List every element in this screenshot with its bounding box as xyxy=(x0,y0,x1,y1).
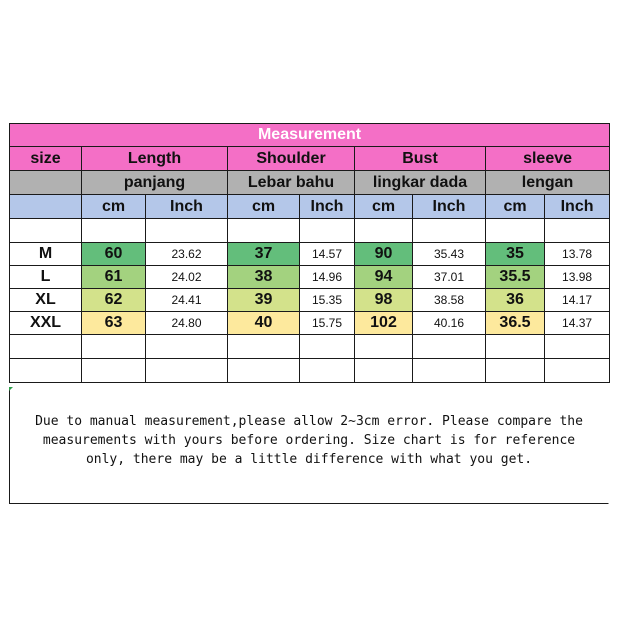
unit-cm: cm xyxy=(355,195,413,219)
length-inch: 24.41 xyxy=(146,289,228,312)
cell-corner-marker xyxy=(9,387,13,391)
unit-inch: Inch xyxy=(413,195,486,219)
shoulder-inch: 15.35 xyxy=(300,289,355,312)
table-row xyxy=(10,266,610,289)
size-label: XL xyxy=(10,289,82,312)
header-shoulder: Shoulder xyxy=(228,147,355,171)
sleeve-inch: 14.17 xyxy=(545,289,610,312)
sleeve-inch: 13.98 xyxy=(545,266,610,289)
header-bust: Bust xyxy=(355,147,486,171)
length-cm: 60 xyxy=(82,243,146,266)
local-header-bust: lingkar dada xyxy=(355,171,486,195)
unit-cm: cm xyxy=(486,195,545,219)
header-row xyxy=(10,147,610,171)
chart-title: Measurement xyxy=(10,124,610,147)
sleeve-cm: 35 xyxy=(486,243,545,266)
unit-inch: Inch xyxy=(545,195,610,219)
shoulder-cm: 39 xyxy=(228,289,300,312)
table-row xyxy=(10,243,610,266)
bust-cm: 98 xyxy=(355,289,413,312)
empty-row xyxy=(10,359,610,383)
local-header-row xyxy=(10,171,610,195)
size-label: L xyxy=(10,266,82,289)
measurement-note-box xyxy=(9,387,609,504)
local-header-sleeve: lengan xyxy=(486,171,610,195)
table-row xyxy=(10,289,610,312)
length-cm: 62 xyxy=(82,289,146,312)
sleeve-inch: 13.78 xyxy=(545,243,610,266)
shoulder-inch: 14.96 xyxy=(300,266,355,289)
shoulder-inch: 14.57 xyxy=(300,243,355,266)
bust-cm: 90 xyxy=(355,243,413,266)
local-header-blank xyxy=(10,171,82,195)
unit-row xyxy=(10,195,610,219)
sleeve-cm: 36 xyxy=(486,289,545,312)
shoulder-cm: 38 xyxy=(228,266,300,289)
unit-cm: cm xyxy=(228,195,300,219)
bust-inch: 35.43 xyxy=(413,243,486,266)
empty-row xyxy=(10,219,610,243)
unit-cm: cm xyxy=(82,195,146,219)
header-length: Length xyxy=(82,147,228,171)
bust-inch: 37.01 xyxy=(413,266,486,289)
size-label: XXL xyxy=(10,312,82,335)
shoulder-cm: 37 xyxy=(228,243,300,266)
sleeve-cm: 35.5 xyxy=(486,266,545,289)
length-inch: 23.62 xyxy=(146,243,228,266)
bust-inch: 40.16 xyxy=(413,312,486,335)
length-inch: 24.02 xyxy=(146,266,228,289)
size-chart-table xyxy=(9,123,610,383)
sleeve-inch: 14.37 xyxy=(545,312,610,335)
unit-inch: Inch xyxy=(300,195,355,219)
length-cm: 61 xyxy=(82,266,146,289)
unit-blank xyxy=(10,195,82,219)
size-label: M xyxy=(10,243,82,266)
empty-row xyxy=(10,335,610,359)
length-inch: 24.80 xyxy=(146,312,228,335)
shoulder-inch: 15.75 xyxy=(300,312,355,335)
bust-inch: 38.58 xyxy=(413,289,486,312)
local-header-shoulder: Lebar bahu xyxy=(228,171,355,195)
table-row xyxy=(10,312,610,335)
length-cm: 63 xyxy=(82,312,146,335)
unit-inch: Inch xyxy=(146,195,228,219)
bust-cm: 102 xyxy=(355,312,413,335)
bust-cm: 94 xyxy=(355,266,413,289)
header-sleeve: sleeve xyxy=(486,147,610,171)
shoulder-cm: 40 xyxy=(228,312,300,335)
measurement-note: Due to manual measurement,please allow 2~3cm error. Please compare the measurements with yours before ordering. Size chart is for reference only, there may be a little difference with what you get. xyxy=(35,413,583,467)
title-row xyxy=(10,124,610,147)
header-size: size xyxy=(10,147,82,171)
local-header-length: panjang xyxy=(82,171,228,195)
sleeve-cm: 36.5 xyxy=(486,312,545,335)
